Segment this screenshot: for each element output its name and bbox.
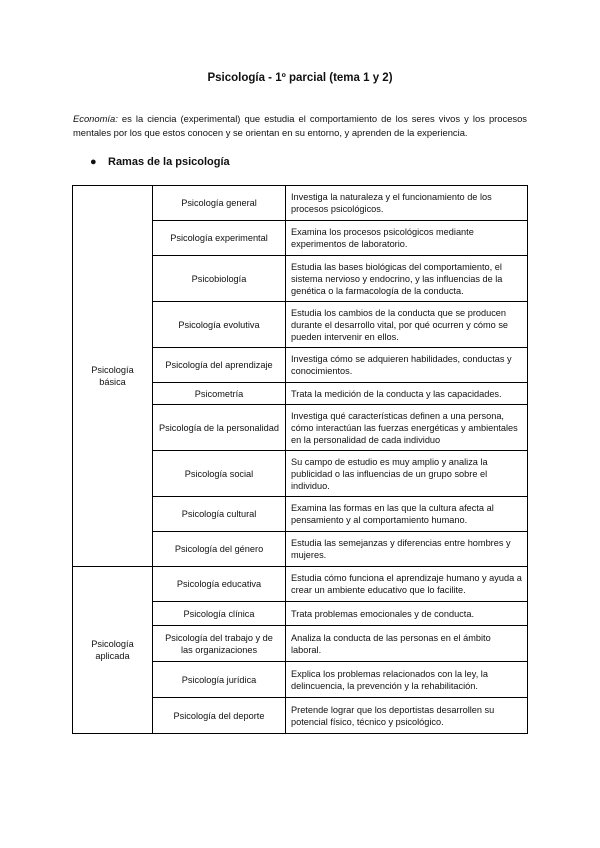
branch-description: Su campo de estudio es muy amplio y analiza la publicidad o las influencias de un grupo sobre el individuo. bbox=[286, 451, 528, 497]
intro-term: Economía: bbox=[73, 113, 118, 125]
branch-name: Psicología general bbox=[153, 186, 286, 221]
branch-name: Psicología jurídica bbox=[153, 662, 286, 698]
branch-description: Investiga qué características definen a una persona, cómo interactúan las fuerzas energéticas y ambientales en la personalidad de cada individuo bbox=[286, 405, 528, 451]
branch-description: Explica los problemas relacionados con la ley, la delincuencia, la prevención y la rehabilitación. bbox=[286, 662, 528, 698]
branch-name: Psicología educativa bbox=[153, 567, 286, 602]
group-cell: Psicología aplicada bbox=[73, 567, 153, 734]
branch-name: Psicología del aprendizaje bbox=[153, 348, 286, 383]
branch-description: Estudia cómo funciona el aprendizaje humano y ayuda a crear un ambiente educativo que lo facilite. bbox=[286, 567, 528, 602]
page-title: Psicología - 1º parcial (tema 1 y 2) bbox=[207, 72, 393, 84]
section-heading-text: Ramas de la psicología bbox=[108, 156, 230, 168]
branch-name: Psicología experimental bbox=[153, 221, 286, 256]
branches-table bbox=[72, 185, 528, 734]
branch-description: Estudia los cambios de la conducta que se producen durante el desarrollo vital, por qué ocurren y cómo se pueden intervenir en ellos. bbox=[286, 302, 528, 348]
branch-description: Trata problemas emocionales y de conducta. bbox=[286, 602, 528, 626]
branch-description: Estudia las semejanzas y diferencias entre hombres y mujeres. bbox=[286, 532, 528, 567]
branch-name: Psicología evolutiva bbox=[153, 302, 286, 348]
branch-name: Psicología del trabajo y de las organizaciones bbox=[153, 626, 286, 662]
branch-description: Investiga la naturaleza y el funcionamiento de los procesos psicológicos. bbox=[286, 186, 528, 221]
branch-name: Psicobiología bbox=[153, 256, 286, 302]
group-cell: Psicología básica bbox=[73, 186, 153, 567]
branch-name: Psicología del deporte bbox=[153, 698, 286, 734]
branch-description: Examina las formas en las que la cultura afecta al pensamiento y al comportamiento humano. bbox=[286, 497, 528, 532]
branch-name: Psicología cultural bbox=[153, 497, 286, 532]
branch-name: Psicología de la personalidad bbox=[153, 405, 286, 451]
branch-name: Psicología del género bbox=[153, 532, 286, 567]
branch-name: Psicología clínica bbox=[153, 602, 286, 626]
branch-name: Psicometría bbox=[153, 383, 286, 405]
branch-description: Examina los procesos psicológicos mediante experimentos de laboratorio. bbox=[286, 221, 528, 256]
branch-name: Psicología social bbox=[153, 451, 286, 497]
bullet-icon: ● bbox=[90, 156, 97, 168]
intro-text: es la ciencia (experimental) que estudia el comportamiento de los seres vivos y los procesos mentales por los que estos conocen y se orientan en su entorno, y aprenden de la experiencia. bbox=[73, 113, 527, 138]
branch-description: Pretende lograr que los deportistas desarrollen su potencial físico, técnico y psicológico. bbox=[286, 698, 528, 734]
table-row bbox=[73, 186, 528, 221]
branch-description: Investiga cómo se adquieren habilidades, conductas y conocimientos. bbox=[286, 348, 528, 383]
branch-description: Estudia las bases biológicas del comportamiento, el sistema nervioso y endocrino, y las influencias de la genética o la farmacología de la conducta. bbox=[286, 256, 528, 302]
branch-description: Trata la medición de la conducta y las capacidades. bbox=[286, 383, 528, 405]
branch-description: Analiza la conducta de las personas en el ámbito laboral. bbox=[286, 626, 528, 662]
table-row bbox=[73, 567, 528, 602]
intro-paragraph bbox=[73, 112, 527, 139]
section-heading bbox=[90, 156, 230, 168]
